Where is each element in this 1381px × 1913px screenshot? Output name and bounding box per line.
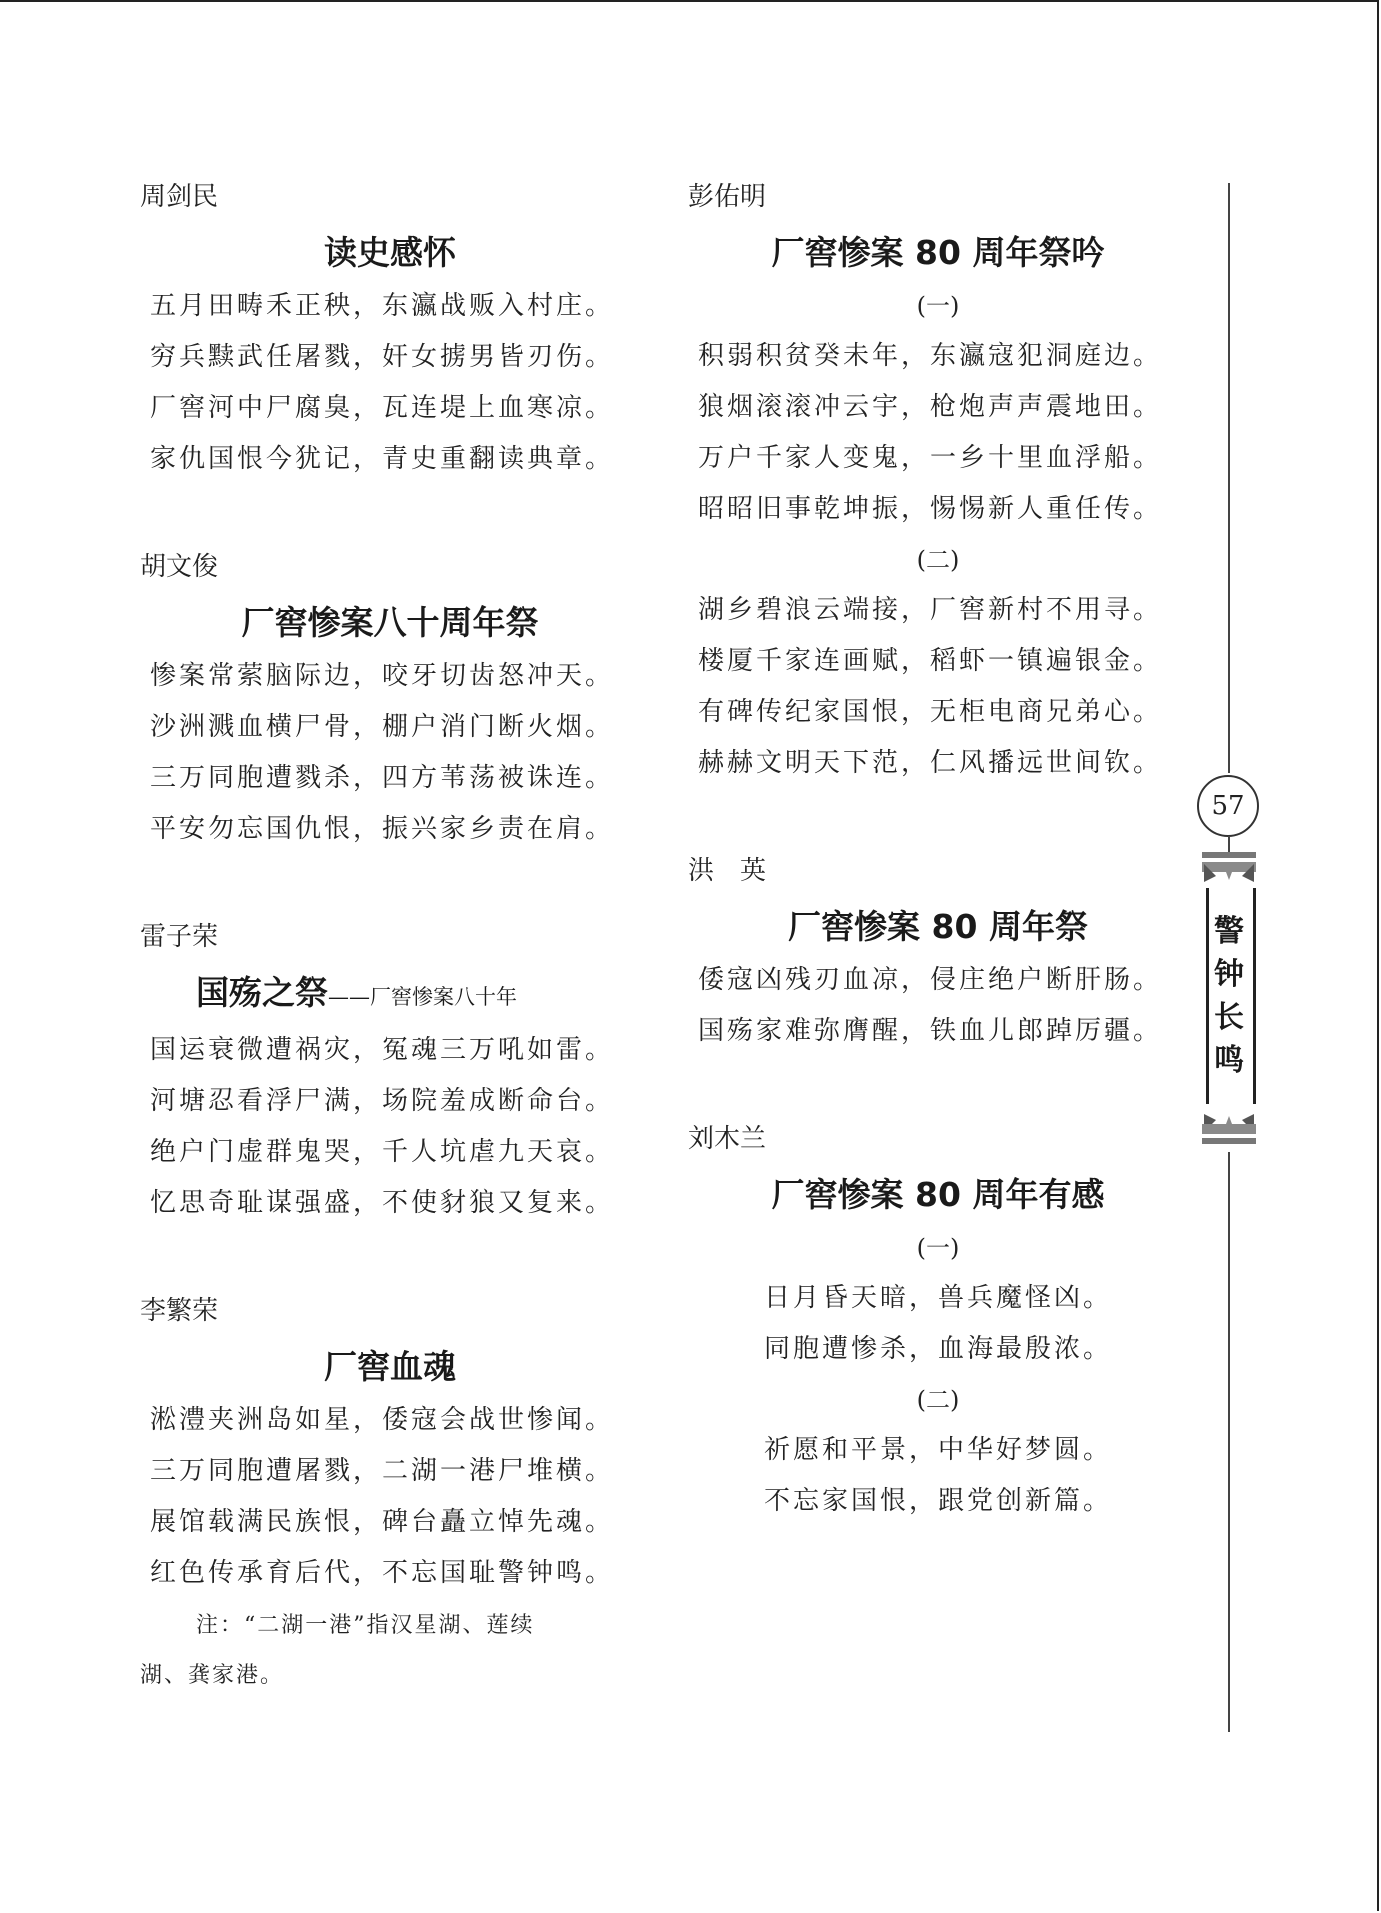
poem-line: 展馆载满民族恨，碑台矗立悼先魂。 bbox=[150, 1507, 615, 1537]
poem bbox=[140, 915, 640, 1229]
page-number: 57 bbox=[1197, 775, 1259, 837]
poem-title: 厂窖血魂 bbox=[324, 1347, 456, 1386]
poem-line: 厂窖河中尸腐臭，瓦连堤上血寒凉。 bbox=[150, 393, 615, 423]
left-column bbox=[140, 175, 640, 1701]
poem-line: 国运衰微遭祸灾，冤魂三万吼如雷。 bbox=[150, 1035, 615, 1065]
poem-line: 河塘忍看浮尸满，场院羞成断命台。 bbox=[150, 1086, 615, 1116]
poem-line: 惨案常萦脑际边，咬牙切齿怒冲天。 bbox=[150, 661, 615, 691]
side-rule bbox=[1228, 183, 1230, 773]
side-rule bbox=[1228, 1152, 1230, 1732]
poem-author: 周剑民 bbox=[140, 182, 219, 212]
poem-line: 有碑传纪家国恨，无柜电商兄弟心。 bbox=[698, 697, 1163, 727]
poem-title bbox=[140, 965, 640, 1025]
poem-line: 倭寇凶残刃血凉，侵庄绝户断肝肠。 bbox=[698, 965, 1163, 995]
poem bbox=[688, 175, 1188, 789]
poem-line: 穷兵黩武任屠戮，奸女掳男皆刃伤。 bbox=[150, 342, 615, 372]
poem bbox=[688, 849, 1188, 1057]
section-label: (二) bbox=[916, 546, 960, 574]
poem-line: 万户千家人变鬼，一乡十里血浮船。 bbox=[698, 443, 1163, 473]
poem-subtitle: ——厂窖惨案八十年 bbox=[328, 985, 517, 1009]
poem-author: 李繁荣 bbox=[140, 1296, 219, 1326]
poem-line: 五月田畴禾正秧，东瀛战贩入村庄。 bbox=[150, 291, 615, 321]
banner-char: 长 bbox=[1214, 1000, 1244, 1035]
banner-char: 钟 bbox=[1214, 957, 1244, 992]
banner-text bbox=[1202, 910, 1256, 1082]
poem-line: 祈愿和平景，中华好梦圆。 bbox=[763, 1435, 1112, 1465]
poem-line: 红色传承育后代，不忘国耻警钟鸣。 bbox=[150, 1558, 615, 1588]
right-column bbox=[688, 175, 1188, 1527]
poem-title: 读史感怀 bbox=[324, 233, 456, 272]
poem-line: 忆思奇耻谋强盛，不使豺狼又复来。 bbox=[150, 1188, 615, 1218]
banner-char: 鸣 bbox=[1214, 1043, 1244, 1078]
poem-line: 积弱积贫癸未年，东瀛寇犯洞庭边。 bbox=[698, 341, 1163, 371]
poem bbox=[140, 1289, 640, 1701]
poem-author: 洪 英 bbox=[688, 856, 767, 886]
poem-line: 沙洲溅血横尸骨，棚户消门断火烟。 bbox=[150, 712, 615, 742]
poem-line: 平安勿忘国仇恨，振兴家乡责在肩。 bbox=[150, 814, 615, 844]
poem-line: 狼烟滚滚冲云宇，枪炮声声震地田。 bbox=[698, 392, 1163, 422]
poem-author: 雷子荣 bbox=[140, 922, 219, 952]
poem-line: 昭昭旧事乾坤振，惕惕新人重任传。 bbox=[698, 494, 1163, 524]
poem-line: 楼厦千家连画赋，稻虾一镇遍银金。 bbox=[698, 646, 1163, 676]
poem-line: 日月昏天暗，兽兵魔怪凶。 bbox=[763, 1283, 1112, 1313]
banner-char: 警 bbox=[1214, 914, 1244, 949]
poem bbox=[140, 175, 640, 485]
poem-title-text: 国殇之祭 bbox=[196, 973, 328, 1012]
footnote-line: 注：“二湖一港”指汉星湖、莲续 bbox=[196, 1613, 535, 1638]
side-banner bbox=[1202, 850, 1256, 1146]
footnote-line: 湖、龚家港。 bbox=[140, 1663, 285, 1688]
poem-title: 厂窖惨案 80 周年祭 bbox=[788, 907, 1088, 946]
section-label: (一) bbox=[916, 1234, 960, 1262]
poem-line: 家仇国恨今犹记，青史重翻读典章。 bbox=[150, 444, 615, 474]
poem bbox=[140, 545, 640, 855]
poem-line: 三万同胞遭戮杀，四方苇荡被诛连。 bbox=[150, 763, 615, 793]
poem-line: 湖乡碧浪云端接，厂窖新村不用寻。 bbox=[698, 595, 1163, 625]
footnote bbox=[140, 1601, 640, 1701]
poem-line: 绝户门虚群鬼哭，千人坑虐九天哀。 bbox=[150, 1137, 615, 1167]
poem-line: 不忘家国恨，跟党创新篇。 bbox=[763, 1486, 1112, 1516]
poem-author: 胡文俊 bbox=[140, 552, 219, 582]
poem-line: 三万同胞遭屠戮，二湖一港尸堆横。 bbox=[150, 1456, 615, 1486]
poem-line: 淞澧夹洲岛如星，倭寇会战世惨闻。 bbox=[150, 1405, 615, 1435]
poem-title: 厂窖惨案 80 周年有感 bbox=[771, 1175, 1105, 1214]
poem-title: 厂窖惨案 80 周年祭吟 bbox=[771, 233, 1105, 272]
poem-title: 厂窖惨案八十周年祭 bbox=[241, 603, 539, 642]
section-label: (二) bbox=[916, 1386, 960, 1414]
section-label: (一) bbox=[916, 292, 960, 320]
poem-author: 彭佑明 bbox=[688, 182, 767, 212]
poem-author: 刘木兰 bbox=[688, 1124, 767, 1154]
poem-line: 国殇家难弥膺醒，铁血儿郎踔厉疆。 bbox=[698, 1016, 1163, 1046]
poem-line: 同胞遭惨杀，血海最殷浓。 bbox=[763, 1334, 1112, 1364]
poem bbox=[688, 1117, 1188, 1527]
poem-line: 赫赫文明天下范，仁风播远世间钦。 bbox=[698, 748, 1163, 778]
